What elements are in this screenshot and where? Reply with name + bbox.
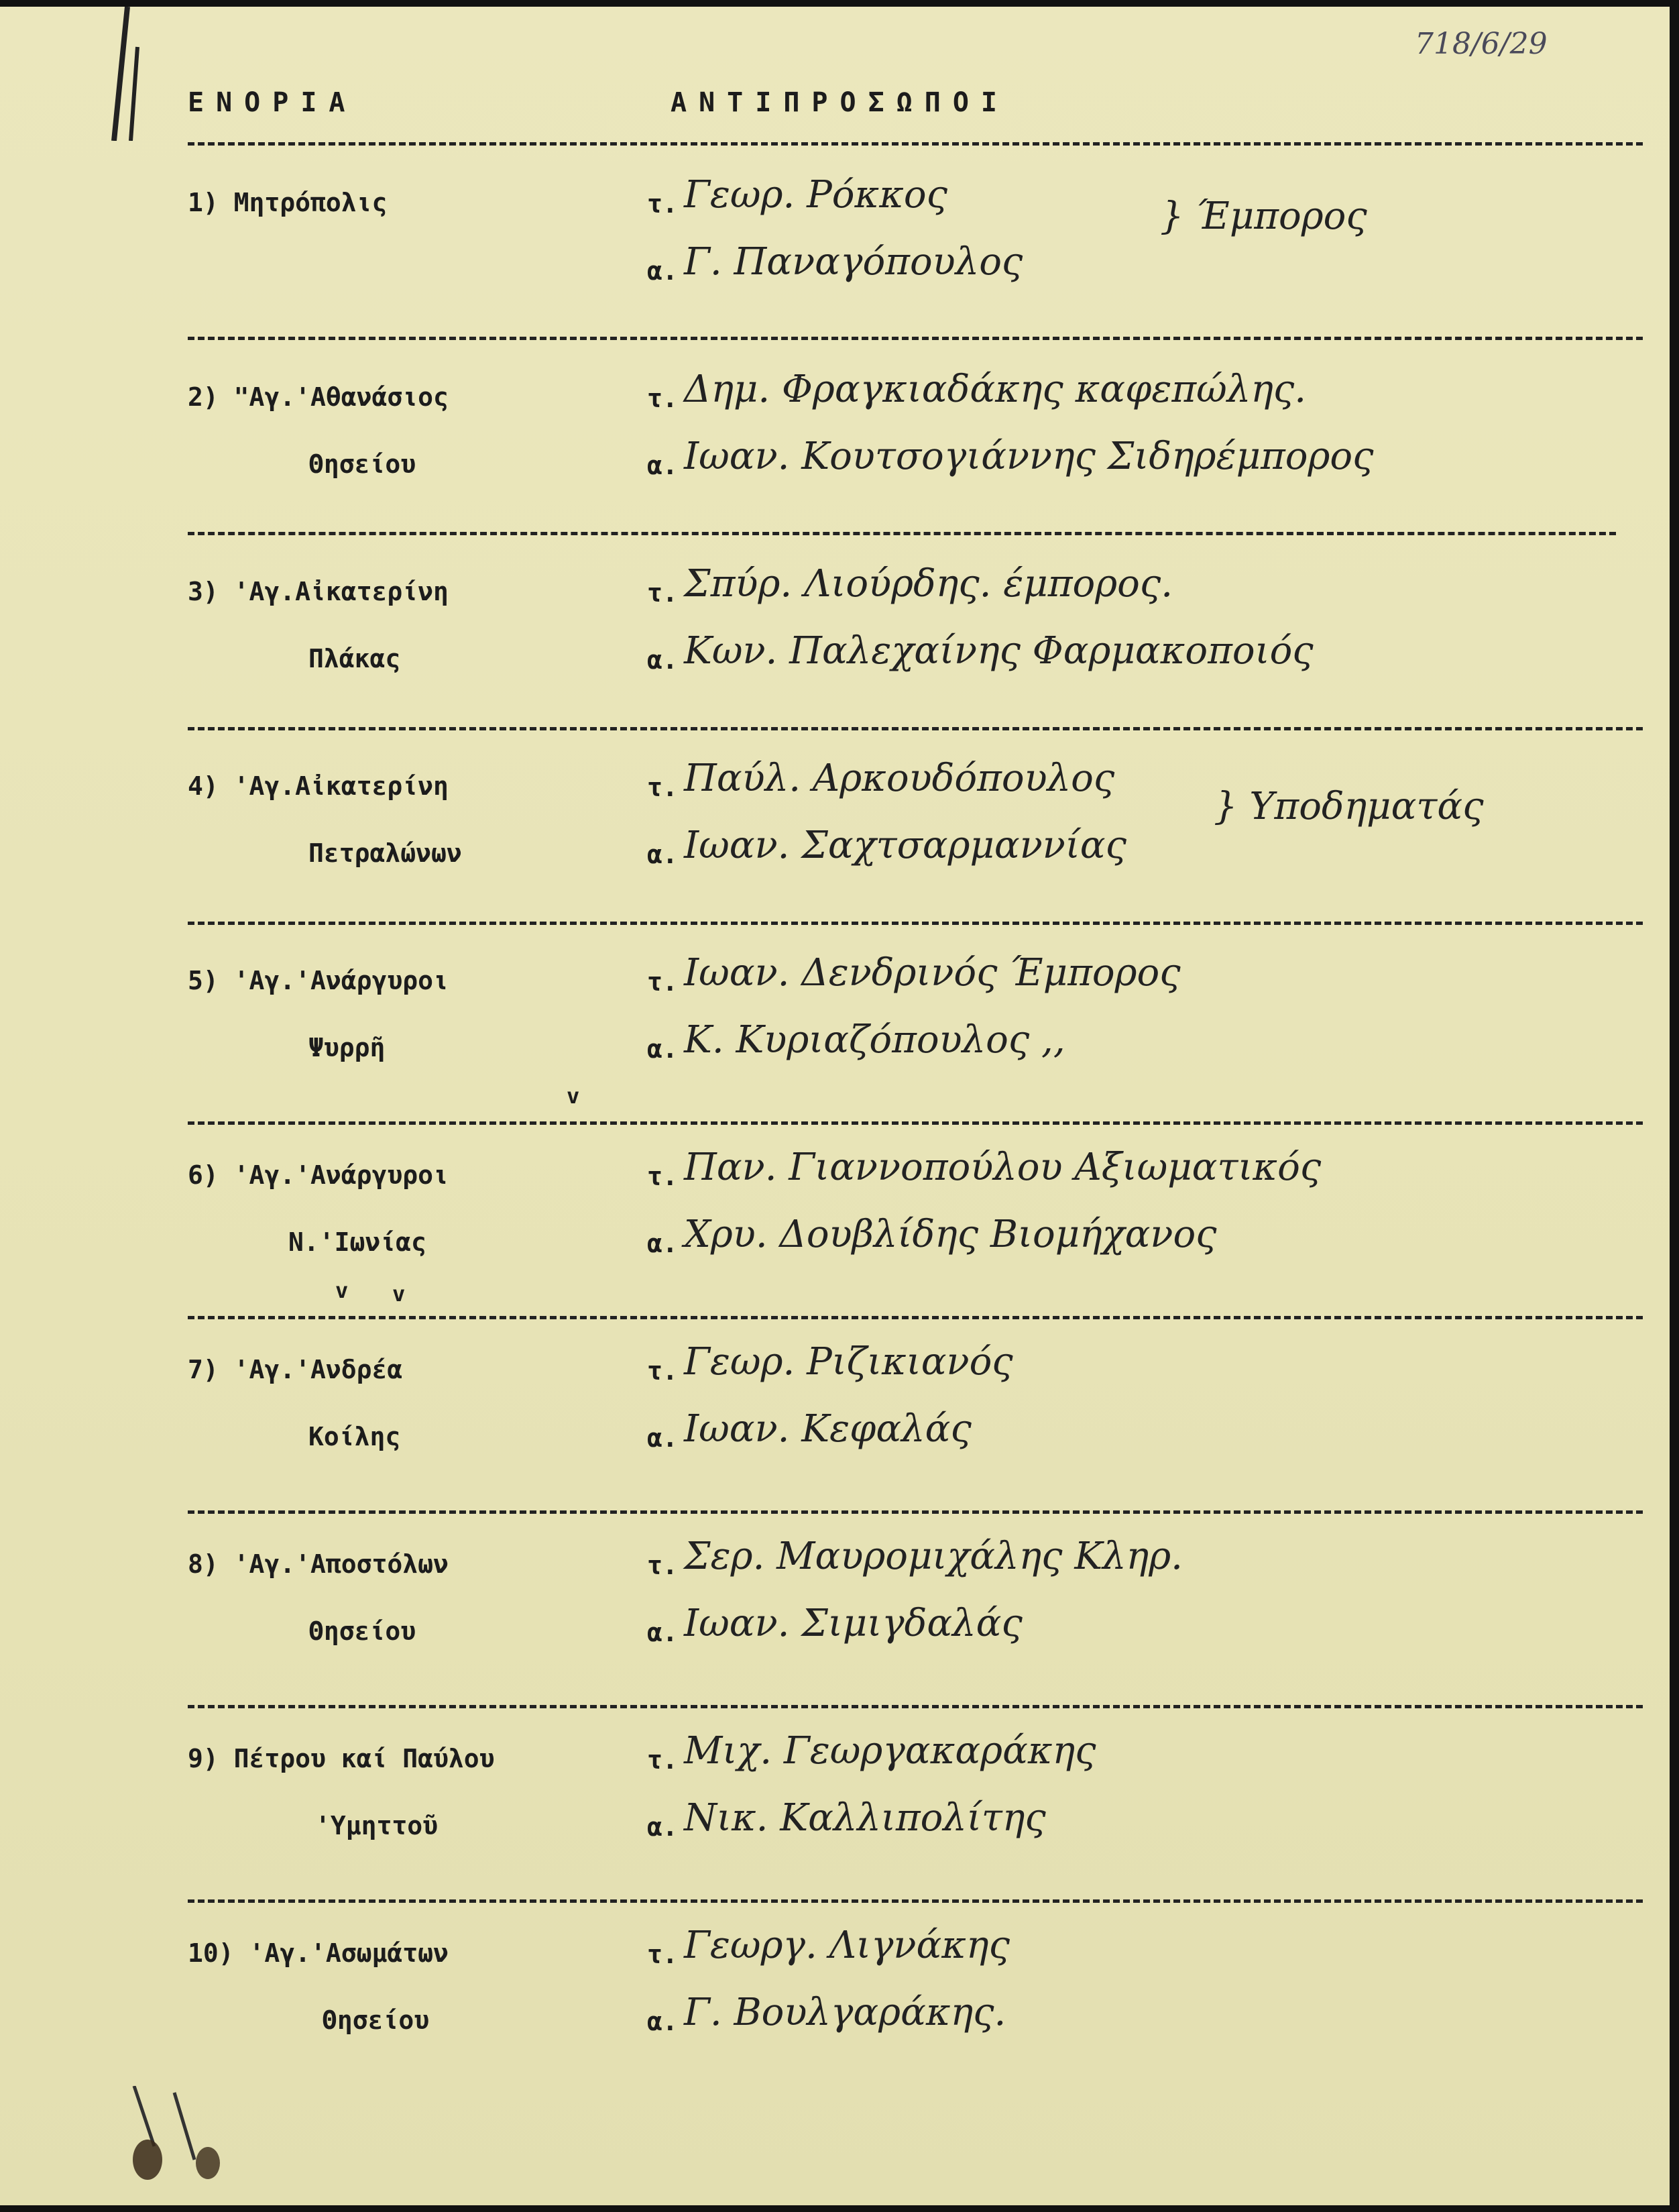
abbr-alternate: α. <box>647 1423 678 1453</box>
regular-representative: Γεωρ. Ριζικιανός <box>684 1340 1013 1384</box>
regular-representative: Γεωργ. Λιγνάκης <box>684 1924 1010 1967</box>
parish-name: 6) 'Αγ.'Ανάργυροι <box>188 1160 449 1190</box>
abbr-alternate: α. <box>647 1812 678 1842</box>
regular-representative: Σπύρ. Λιούρδης. έμπορος. <box>684 562 1173 606</box>
profession-note: } Έμπορος <box>1160 195 1367 238</box>
divider <box>188 1899 1643 1903</box>
regular-representative: Παν. Γιαννοπούλου Αξιωματικός <box>684 1146 1322 1189</box>
profession-note: } Υποδηματάς <box>1214 785 1484 828</box>
abbr-regular: τ. <box>647 384 678 413</box>
parish-location: Πετραλώνων <box>308 838 462 868</box>
divider <box>188 142 1643 146</box>
abbr-regular: τ. <box>647 773 678 802</box>
abbr-alternate: α. <box>647 1618 678 1647</box>
parish-entry <box>188 1146 1649 1308</box>
abbr-alternate: α. <box>647 645 678 675</box>
divider <box>188 1705 1643 1708</box>
header-parish: ΕΝΟΡΙΑ <box>188 87 357 118</box>
regular-representative: Μιχ. Γεωργακαράκης <box>684 1729 1096 1773</box>
alternate-representative: Νικ. Καλλιπολίτης <box>684 1796 1046 1840</box>
abbr-alternate: α. <box>647 1034 678 1064</box>
parish-name: 7) 'Αγ.'Ανδρέα <box>188 1355 403 1384</box>
alternate-representative: Γ. Παναγόπουλος <box>684 240 1023 284</box>
parish-location: Ν.'Ιωνίας <box>288 1227 426 1257</box>
divider <box>188 337 1643 340</box>
parish-location: Θησείου <box>322 2005 430 2035</box>
alternate-representative: Ιωαν. Σιμιγδαλάς <box>684 1602 1023 1645</box>
parish-entry <box>188 951 1649 1113</box>
parish-entry <box>188 1535 1649 1697</box>
parish-location: Ψυρρῆ <box>308 1033 386 1062</box>
alternate-representative: Κ. Κυριαζόπουλος ,, <box>684 1018 1065 1062</box>
ink-stain <box>127 2086 235 2187</box>
parish-location: Θησείου <box>308 449 416 479</box>
parish-location: Θησείου <box>308 1616 416 1646</box>
abbr-alternate: α. <box>647 840 678 869</box>
abbr-alternate: α. <box>647 2007 678 2036</box>
abbr-regular: τ. <box>647 1551 678 1580</box>
parish-entry <box>188 1340 1649 1502</box>
alternate-representative: Χρυ. Δουβλίδης Βιομήχανος <box>684 1213 1217 1256</box>
divider <box>188 727 1643 730</box>
parish-location: Κοίλης <box>308 1422 401 1451</box>
regular-representative: Σερ. Μαυρομιχάλης Κληρ. <box>684 1535 1183 1578</box>
alternate-representative: Κων. Παλεχαίνης Φαρμακοποιός <box>684 629 1314 673</box>
parish-entry <box>188 1924 1649 2086</box>
archive-number: 718/6/29 <box>1415 27 1548 61</box>
margin-pen-mark <box>101 7 141 141</box>
parish-entry <box>188 1729 1649 1891</box>
regular-representative: Παύλ. Αρκουδόπουλος <box>684 757 1115 800</box>
abbr-regular: τ. <box>647 578 678 608</box>
check-mark: v <box>335 1278 349 1303</box>
divider <box>188 532 1616 535</box>
parish-entry <box>188 757 1649 919</box>
abbr-regular: τ. <box>647 1940 678 1969</box>
parish-entry <box>188 562 1649 724</box>
parish-name: 10) 'Αγ.'Ασωμάτων <box>188 1938 449 1968</box>
abbr-alternate: α. <box>647 256 678 286</box>
abbr-regular: τ. <box>647 1356 678 1386</box>
alternate-representative: Ιωαν. Κεφαλάς <box>684 1407 972 1451</box>
scan-border-bottom <box>0 2205 1679 2212</box>
header-representatives: ΑΝΤΙΠΡΟΣΩΠΟΙ <box>671 87 1009 118</box>
alternate-representative: Ιωαν. Κουτσογιάννης Σιδηρέμπορος <box>684 435 1374 478</box>
parish-name: 2) "Αγ.'Αθανάσιος <box>188 382 449 412</box>
regular-representative: Ιωαν. Δενδρινός Έμπορος <box>684 951 1181 995</box>
abbr-regular: τ. <box>647 1162 678 1191</box>
check-mark: v <box>567 1083 580 1109</box>
parish-location: Πλάκας <box>308 644 401 673</box>
check-mark: v <box>392 1281 406 1307</box>
parish-entry <box>188 368 1649 530</box>
parish-name: 8) 'Αγ.'Αποστόλων <box>188 1549 449 1579</box>
scan-border-right <box>1670 0 1679 2212</box>
abbr-regular: τ. <box>647 189 678 219</box>
abbr-regular: τ. <box>647 967 678 997</box>
parish-name: 9) Πέτρου καί Παύλου <box>188 1744 495 1773</box>
divider <box>188 922 1643 925</box>
divider <box>188 1316 1643 1319</box>
parish-entry <box>188 173 1649 335</box>
parish-name: 3) 'Αγ.Αἰκατερίνη <box>188 577 449 606</box>
parish-location: 'Υμηττοῦ <box>315 1811 439 1840</box>
alternate-representative: Ιωαν. Σαχτσαρμαννίας <box>684 824 1126 867</box>
regular-representative: Γεωρ. Ρόκκος <box>684 173 948 217</box>
abbr-alternate: α. <box>647 1229 678 1258</box>
parish-name: 4) 'Αγ.Αἰκατερίνη <box>188 771 449 801</box>
abbr-alternate: α. <box>647 451 678 480</box>
scan-border-top <box>0 0 1679 7</box>
parish-name: 5) 'Αγ.'Ανάργυροι <box>188 966 449 995</box>
abbr-regular: τ. <box>647 1745 678 1775</box>
regular-representative: Δημ. Φραγκιαδάκης καφεπώλης. <box>684 368 1307 411</box>
divider <box>188 1121 1643 1125</box>
alternate-representative: Γ. Βουλγαράκης. <box>684 1991 1006 2034</box>
parish-name: 1) Μητρόπολις <box>188 188 388 217</box>
divider <box>188 1510 1643 1514</box>
